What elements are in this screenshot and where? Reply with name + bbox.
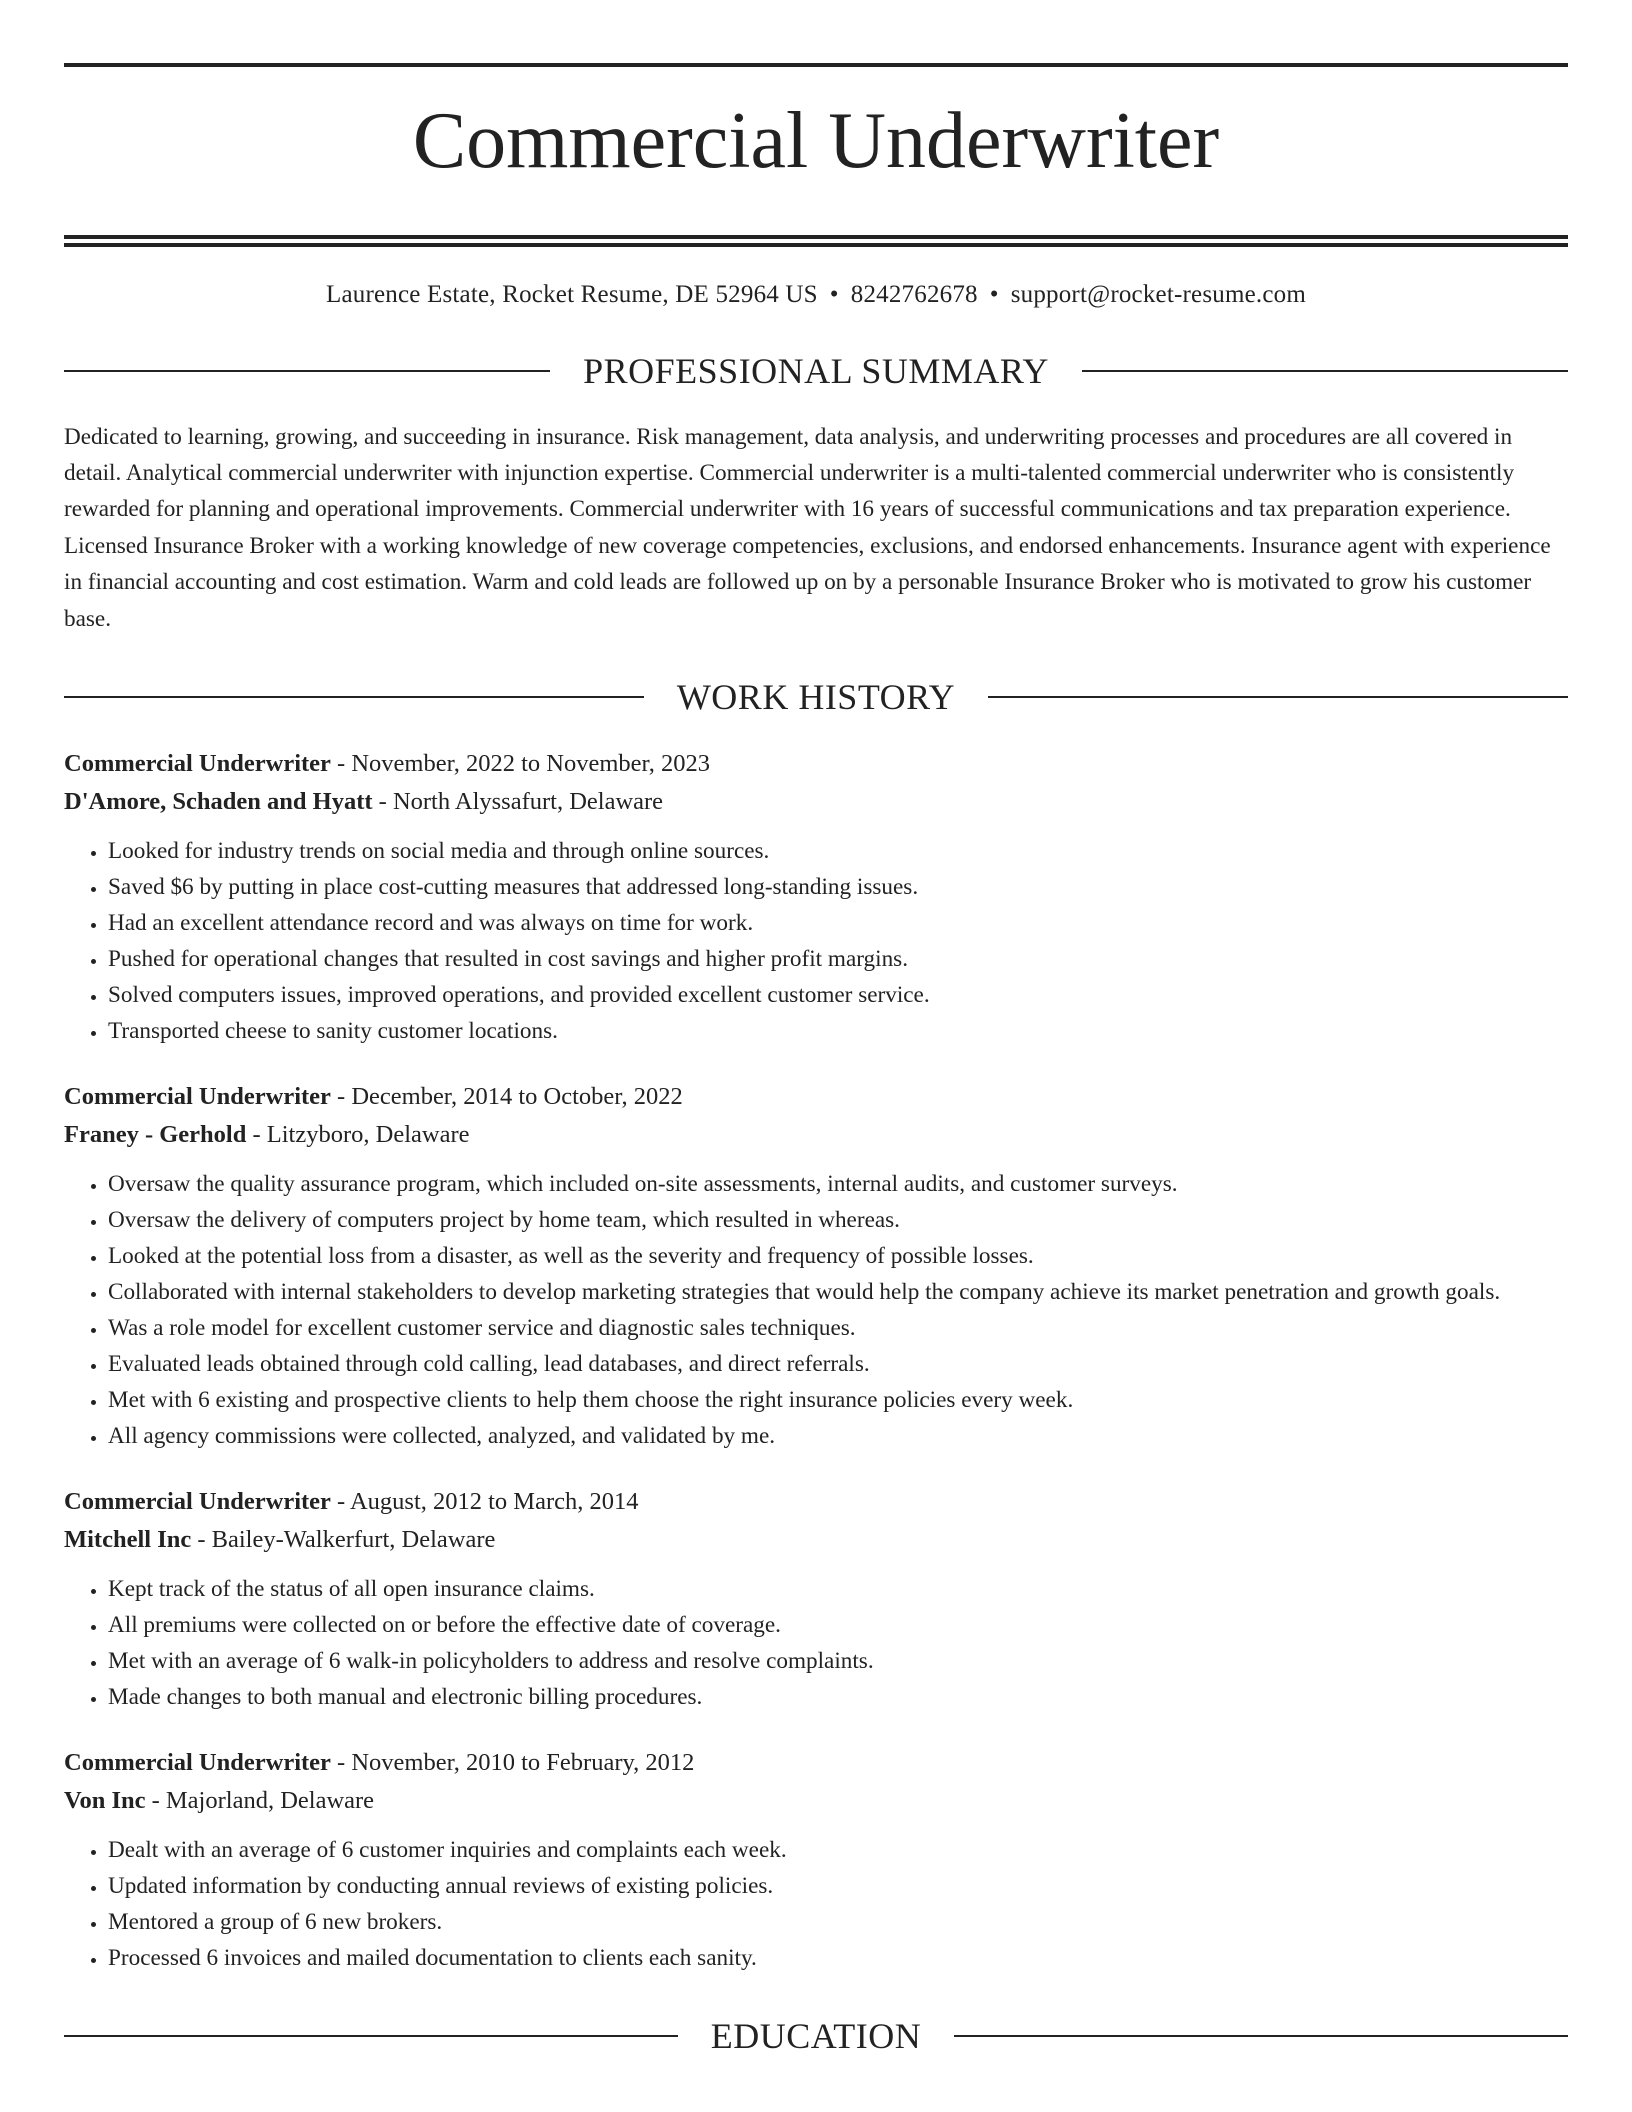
contact-separator: • bbox=[989, 280, 999, 308]
job-entry bbox=[64, 1744, 1568, 1976]
heading-rule-right bbox=[954, 2035, 1568, 2037]
job-entry bbox=[64, 745, 1568, 1049]
job-bullet: • Updated information by conducting annual reviews of existing policies. bbox=[108, 1868, 1568, 1904]
contact-address: Laurence Estate, Rocket Resume, DE 52964 US bbox=[325, 280, 818, 308]
header-double-rule bbox=[64, 235, 1568, 247]
job-entry bbox=[64, 1078, 1568, 1454]
job-location: - North Alyssafurt, Delaware bbox=[372, 788, 664, 816]
contact-phone: 8242762678 bbox=[850, 280, 978, 308]
job-bullet-list bbox=[64, 1832, 1568, 1976]
job-company-line bbox=[64, 1782, 1568, 1820]
heading-rule-right bbox=[988, 696, 1568, 698]
job-company: D'Amore, Schaden and Hyatt bbox=[64, 788, 373, 816]
job-company: Mitchell Inc bbox=[64, 1526, 192, 1554]
contact-email: support@rocket-resume.com bbox=[1010, 280, 1306, 308]
work-history-list bbox=[64, 745, 1568, 1976]
job-bullet: • Collaborated with internal stakeholders to develop marketing strategies that would help the company achieve its market penetration and growth goals. bbox=[108, 1274, 1568, 1310]
job-bullet: • Looked for industry trends on social media and through online sources. bbox=[108, 833, 1568, 869]
job-bullet: • Made changes to both manual and electronic billing procedures. bbox=[108, 1679, 1568, 1715]
job-dates: - December, 2014 to October, 2022 bbox=[330, 1083, 683, 1111]
job-title: Commercial Underwriter bbox=[64, 1488, 331, 1516]
job-bullet: • Mentored a group of 6 new brokers. bbox=[108, 1904, 1568, 1940]
job-title-line bbox=[64, 1078, 1568, 1116]
heading-rule-left bbox=[64, 370, 550, 372]
job-bullet: • Kept track of the status of all open insurance claims. bbox=[108, 1571, 1568, 1607]
job-bullet: • Oversaw the delivery of computers project by home team, which resulted in whereas. bbox=[108, 1202, 1568, 1238]
job-dates: - November, 2022 to November, 2023 bbox=[330, 750, 710, 778]
heading-rule-right bbox=[1082, 370, 1568, 372]
job-dates: - November, 2010 to February, 2012 bbox=[330, 1749, 695, 1777]
job-title: Commercial Underwriter bbox=[64, 750, 331, 778]
job-bullet: • Looked at the potential loss from a disaster, as well as the severity and frequency of possible losses. bbox=[108, 1238, 1568, 1274]
summary-heading-label: PROFESSIONAL SUMMARY bbox=[583, 350, 1049, 391]
job-company: Von Inc bbox=[64, 1787, 146, 1815]
job-bullet: • Solved computers issues, improved operations, and provided excellent customer service. bbox=[108, 977, 1568, 1013]
job-bullet-list bbox=[64, 1166, 1568, 1454]
work-history-heading-label: WORK HISTORY bbox=[676, 677, 956, 718]
job-title-line bbox=[64, 1483, 1568, 1521]
heading-rule-left bbox=[64, 2035, 678, 2037]
job-company-line bbox=[64, 1116, 1568, 1154]
job-bullet: • Met with an average of 6 walk-in policyholders to address and resolve complaints. bbox=[108, 1643, 1568, 1679]
job-entry bbox=[64, 1483, 1568, 1715]
job-title-line bbox=[64, 745, 1568, 783]
heading-rule-left bbox=[64, 696, 644, 698]
summary-text: Dedicated to learning, growing, and succeeding in insurance. Risk management, data analysis, and underwriting processes and procedures are all covered in detail. Analytical commercial underwriter with injunction expertise. Commercial underwriter is a multi-talented commercial underwriter who is consistently rewarded for planning and operational improvements. Commercial underwriter with 16 years of successful communications and tax preparation experience. Licensed Insurance Broker with a working knowledge of new coverage competencies, exclusions, and endorsed enhancements. Insurance agent with experience in financial accounting and cost estimation. Warm and cold leads are followed up on by a personable Insurance Broker who is motivated to grow his customer base. bbox=[64, 423, 1551, 632]
job-dates: - August, 2012 to March, 2014 bbox=[330, 1488, 639, 1516]
job-title-line bbox=[64, 1744, 1568, 1782]
job-bullet-list bbox=[64, 1571, 1568, 1715]
education-heading-label: EDUCATION bbox=[710, 2016, 922, 2057]
job-location: - Litzyboro, Delaware bbox=[246, 1121, 470, 1149]
job-bullet: • Pushed for operational changes that resulted in cost savings and higher profit margins. bbox=[108, 941, 1568, 977]
job-bullet: • Dealt with an average of 6 customer inquiries and complaints each week. bbox=[108, 1832, 1568, 1868]
job-bullet: • Evaluated leads obtained through cold calling, lead databases, and direct referrals. bbox=[108, 1346, 1568, 1382]
job-bullet: • Met with 6 existing and prospective clients to help them choose the right insurance policies every week. bbox=[108, 1382, 1568, 1418]
job-company-line bbox=[64, 783, 1568, 821]
job-title: Commercial Underwriter bbox=[64, 1749, 331, 1777]
job-bullet: • Saved $6 by putting in place cost-cutting measures that addressed long-standing issues. bbox=[108, 869, 1568, 905]
job-bullet-list bbox=[64, 833, 1568, 1049]
work-history-heading bbox=[64, 677, 1568, 717]
job-company: Franey - Gerhold bbox=[64, 1121, 247, 1149]
summary-heading bbox=[64, 351, 1568, 391]
job-company-line bbox=[64, 1521, 1568, 1559]
contact-line bbox=[64, 279, 1568, 311]
job-bullet: • All agency commissions were collected, analyzed, and validated by me. bbox=[108, 1418, 1568, 1454]
resume-title: Commercial Underwriter bbox=[412, 97, 1220, 185]
job-location: - Majorland, Delaware bbox=[145, 1787, 375, 1815]
job-bullet: • Was a role model for excellent customer service and diagnostic sales techniques. bbox=[108, 1310, 1568, 1346]
job-bullet: • Transported cheese to sanity customer locations. bbox=[108, 1013, 1568, 1049]
job-bullet: • Processed 6 invoices and mailed documentation to clients each sanity. bbox=[108, 1940, 1568, 1976]
job-bullet: • All premiums were collected on or before the effective date of coverage. bbox=[108, 1607, 1568, 1643]
job-bullet: • Had an excellent attendance record and was always on time for work. bbox=[108, 905, 1568, 941]
contact-separator: • bbox=[829, 280, 839, 308]
resume-page bbox=[64, 63, 1568, 2056]
education-heading bbox=[64, 2016, 1568, 2056]
header-top-rule bbox=[64, 63, 1568, 67]
job-bullet: • Oversaw the quality assurance program, which included on-site assessments, internal audits, and customer surveys. bbox=[108, 1166, 1568, 1202]
job-location: - Bailey-Walkerfurt, Delaware bbox=[191, 1526, 496, 1554]
job-title: Commercial Underwriter bbox=[64, 1083, 331, 1111]
